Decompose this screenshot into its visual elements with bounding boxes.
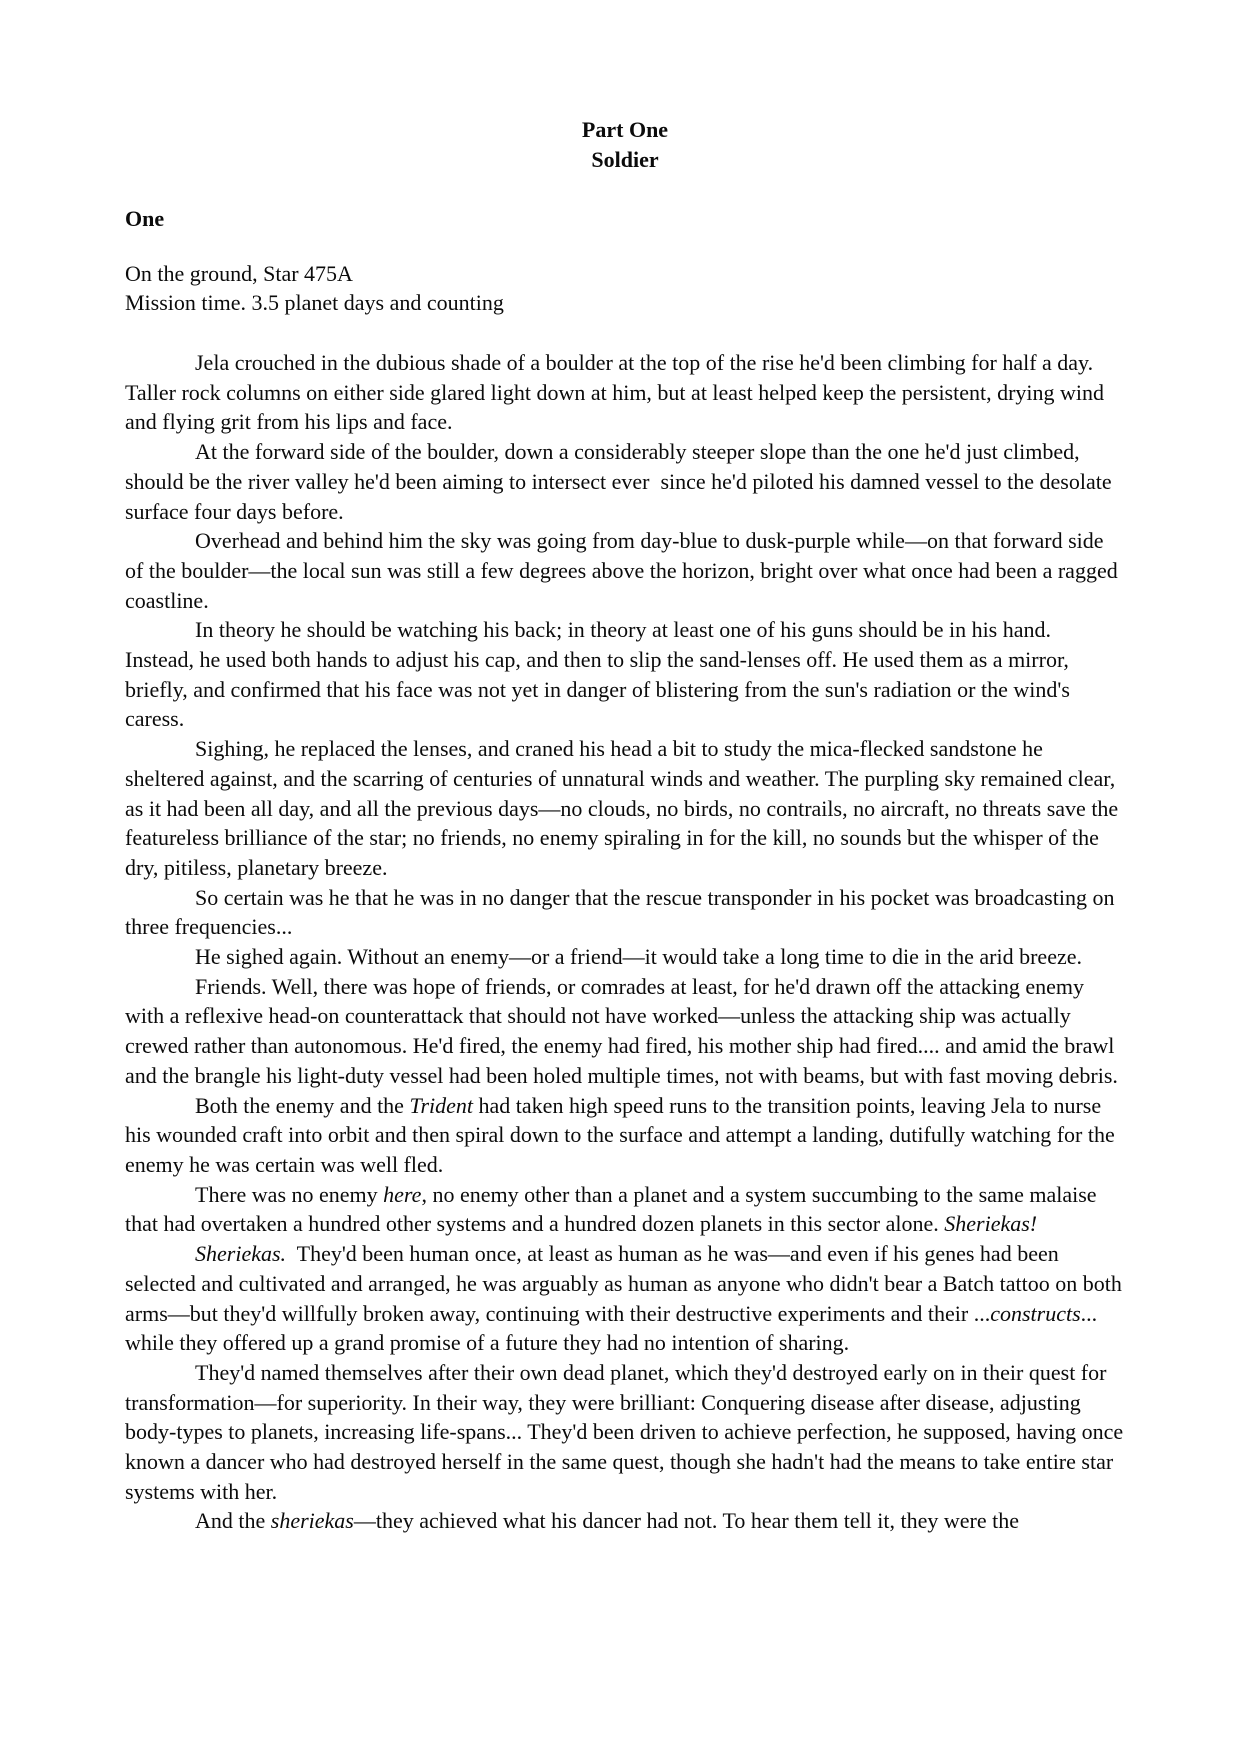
- text-run: Sighing, he replaced the lenses, and craned his head a bit to study the mica-flecked sandstone he sheltered against, and the scarring of centuries of unnatural winds and weather. The purpling sky remained clear, as it had been all day, and all the previous days—no clouds, no birds, no contrails, no aircraft, no threats save the featureless brilliance of the star; no friends, no enemy spiraling in for the kill, no sounds but the whisper of the dry, pitiless, planetary breeze.: [125, 736, 1124, 880]
- text-run: So certain was he that he was in no danger that the rescue transponder in his pocket was broadcasting on three frequencies...: [125, 884, 1120, 940]
- paragraph: [125, 942, 1125, 972]
- dateline-mission-time: Mission time. 3.5 planet days and counting: [125, 290, 504, 315]
- italic-text-run: Sheriekas!: [944, 1211, 1038, 1237]
- paragraph: [125, 1091, 1125, 1180]
- italic-text-run: Sheriekas.: [195, 1241, 287, 1267]
- text-run: , no enemy other than a planet and a system succumbing to the same malaise that had overtaken a hundred other systems and a hundred dozen planets in this sector alone.: [125, 1181, 1103, 1237]
- text-run: Friends. Well, there was hope of friends, or comrades at least, for he'd drawn off the attacking enemy with a reflexive head-on counterattack that should not have worked—unless the attacking ship was actually crewed rather than autonomous. He'd fired, the enemy had fired, his mother ship had fired.... and amid the brawl and the brangle his light-duty vessel had been holed multiple times, not with beams, but with fast moving debris.: [125, 973, 1120, 1088]
- text-run: At the forward side of the boulder, down a considerably steeper slope than the one he'd just climbed, should be the river valley he'd been aiming to intersect ever since he'd piloted his damned vessel to the desolate surface four days before.: [125, 439, 1118, 524]
- italic-text-run: sheriekas: [270, 1508, 354, 1534]
- paragraph: [125, 1358, 1129, 1507]
- paragraph: [125, 1239, 1128, 1358]
- dateline-location: On the ground, Star 475A: [125, 261, 353, 286]
- chapter-heading: One: [125, 206, 165, 231]
- text-run: They'd been human once, at least as human as he was—and even if his genes had been selected and cultivated and arranged, he was arguably as human as anyone who didn't bear a Batch tattoo on both arms—but they'd willfully broken away, continuing with their destructive experiments and their ...: [125, 1241, 1128, 1326]
- italic-text-run: Trident: [409, 1092, 474, 1118]
- text-run: Overhead and behind him the sky was going from day-blue to dusk-purple while—on that forward side of the boulder—the local sun was still a few degrees above the horizon, bright over what once had been a ragged coastline.: [125, 528, 1124, 613]
- paragraph: [125, 615, 1125, 734]
- part-heading: [125, 115, 1125, 175]
- text-run: And the: [195, 1508, 271, 1534]
- italic-text-run: constructs: [990, 1300, 1081, 1326]
- paragraph: [125, 1180, 1125, 1239]
- italic-text-run: here: [383, 1181, 422, 1207]
- paragraph: [125, 348, 1125, 437]
- part-subtitle: Soldier: [591, 147, 659, 172]
- paragraph: [125, 526, 1125, 615]
- text-run: They'd named themselves after their own dead planet, which they'd destroyed early on in their quest for transformation—for superiority. In their way, they were brilliant: Conquering disease after disease, adjusting body-types to planets, increasing life-spans... They'd been driven to achieve perfection, he supposed, having once known a dancer who had destroyed herself in the same quest, though she hadn't had the means to take entire star systems with her.: [125, 1359, 1129, 1504]
- text-run: There was no enemy: [195, 1181, 384, 1207]
- paragraph: [125, 972, 1125, 1091]
- paragraph: [125, 734, 1125, 883]
- paragraph: [125, 1506, 1125, 1536]
- paragraph: [125, 437, 1125, 526]
- text-run: In theory he should be watching his back; in theory at least one of his guns should be in his hand. Instead, he used both hands to adjust his cap, and then to slip the sand-lenses off. He used them as a mirror, briefly, and confirmed that his face was not yet in danger of blistering from the sun's radiation or the wind's caress.: [125, 617, 1076, 732]
- text-run: ... while they offered up a grand promise of a future they had no intention of sharing.: [125, 1300, 1103, 1356]
- part-title: Part One: [581, 117, 669, 142]
- text-run: had taken high speed runs to the transition points, leaving Jela to nurse his wounded craft into orbit and then spiral down to the surface and attempt a landing, dutifully watching for the enemy he was certain was well fled.: [125, 1092, 1121, 1177]
- paragraph: [125, 883, 1125, 942]
- text-run: He sighed again. Without an enemy—or a friend—it would take a long time to die in the arid breeze.: [195, 944, 1082, 970]
- text-run: Both the enemy and the: [195, 1092, 410, 1118]
- dateline: [125, 259, 1125, 317]
- text-run: Jela crouched in the dubious shade of a boulder at the top of the rise he'd been climbing for half a day. Taller rock columns on either side glared light down at him, but at least helped keep the persistent, drying wind and flying grit from his lips and face.: [125, 350, 1110, 435]
- body-text: [125, 348, 1129, 1536]
- text-run: —they achieved what his dancer had not. To hear them tell it, they were the: [353, 1508, 1020, 1534]
